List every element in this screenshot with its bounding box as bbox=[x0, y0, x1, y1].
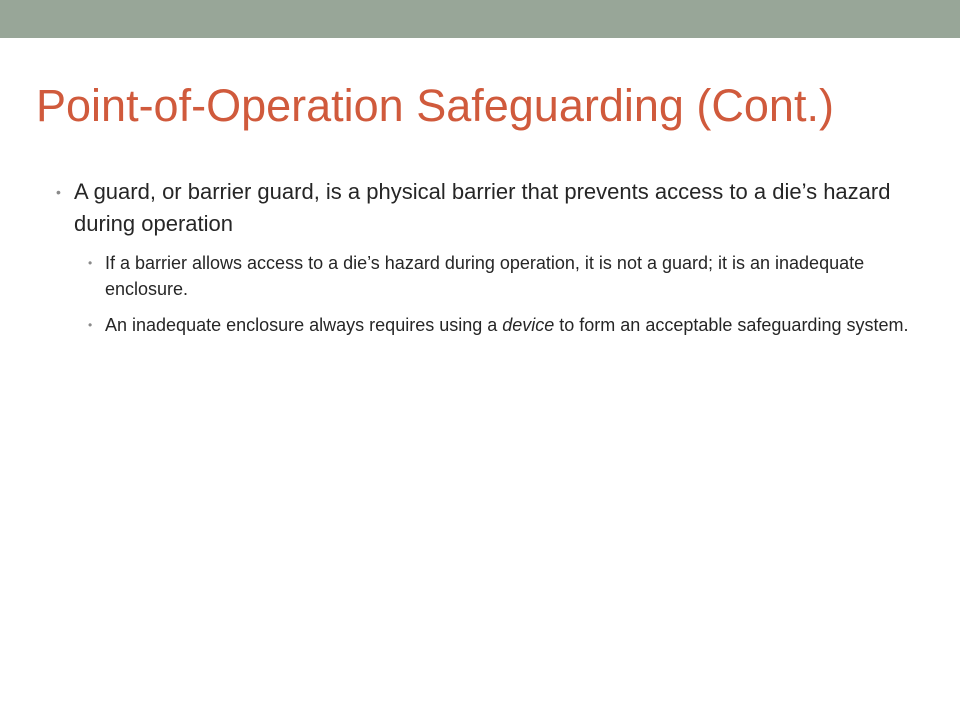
sub-bullet-dot-icon: • bbox=[88, 318, 93, 332]
bullet-item bbox=[56, 176, 916, 240]
slide-content bbox=[56, 176, 916, 348]
slide-title: Point-of-Operation Safeguarding (Cont.) bbox=[36, 80, 834, 131]
sub-bullet-dot-icon: • bbox=[88, 256, 93, 270]
sub-bullet-text-end: to form an acceptable safeguarding system. bbox=[554, 315, 909, 335]
sub-bullet-item bbox=[88, 250, 916, 302]
sub-bullet-item bbox=[88, 312, 916, 338]
top-decorative-band bbox=[0, 0, 960, 38]
sub-bullet-text-start: An inadequate enclosure always requires using a bbox=[105, 315, 503, 335]
sub-bullet-text: If a barrier allows access to a die’s hazard during operation, it is not a guard; it is an inadequate enclosure. bbox=[105, 253, 865, 299]
bullet-dot-icon: • bbox=[56, 184, 61, 200]
bullet-text: A guard, or barrier guard, is a physical barrier that prevents access to a die’s hazard during operation bbox=[74, 179, 891, 236]
sub-bullet-emphasis: device bbox=[502, 315, 555, 335]
